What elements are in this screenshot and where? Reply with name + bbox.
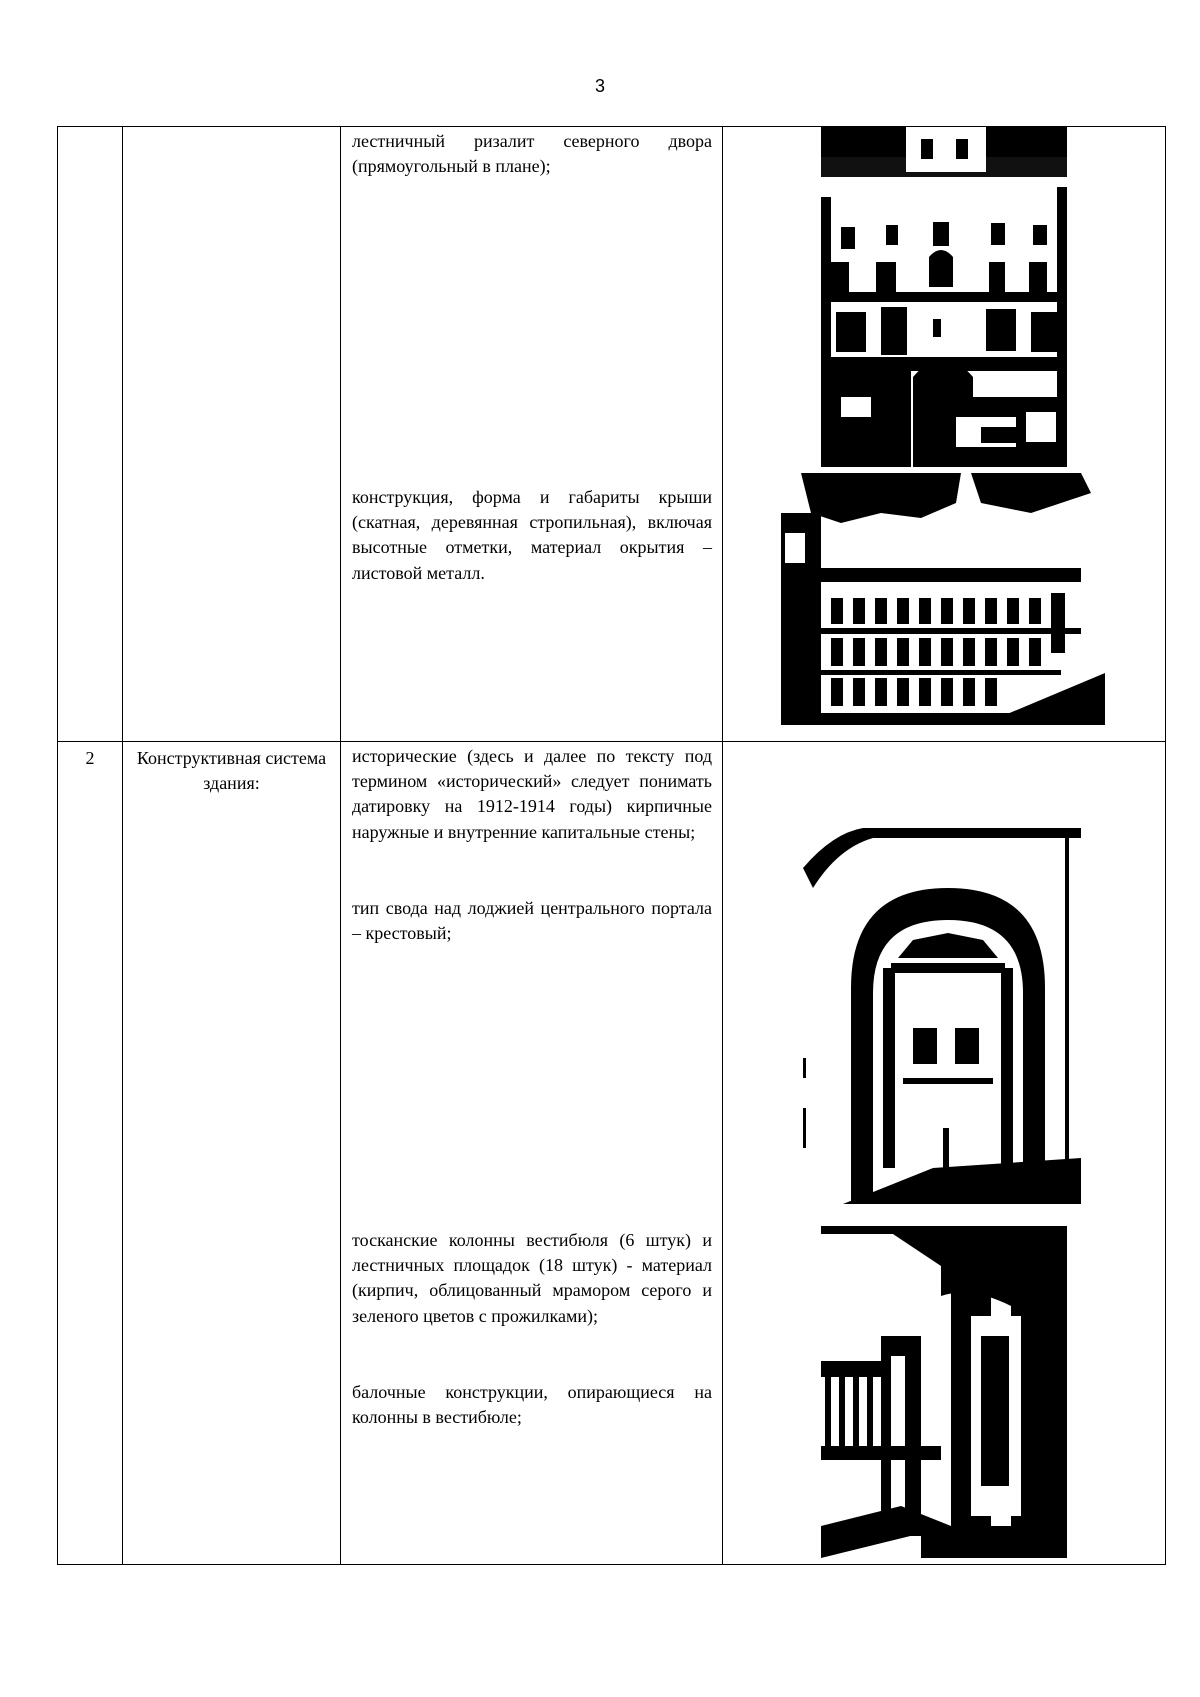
row-name-cell: [123, 127, 341, 742]
table-row: [58, 127, 1166, 742]
vestibule-columns-photo: [821, 1226, 1067, 1558]
feature-item: лестничный ризалит северного двора (прямоугольный в плане);: [352, 131, 712, 177]
page-number: 3: [594, 76, 605, 96]
feature-text-cell: [341, 127, 723, 742]
loggia-vault-photo: [803, 828, 1081, 1204]
feature-item: исторические (здесь и далее по тексту под термином «исторический» следует понимать датировку на 1912-1914 годы) кирпичные наружные и внутренние капитальные стены;: [352, 746, 712, 842]
monument-features-table: [57, 126, 1166, 1565]
photo-cell: [723, 127, 1166, 742]
feature-text-cell: [341, 742, 723, 1565]
staircase-risalit-photo: [821, 127, 1067, 467]
photo-cell: [723, 742, 1166, 1565]
roof-facade-photo: [781, 473, 1105, 725]
table-row: [58, 742, 1166, 1565]
feature-item: балочные конструкции, опирающиеся на колонны в вестибюле;: [352, 1382, 712, 1428]
row-number-cell: [58, 127, 123, 742]
row-name-cell: Конструктивная система здания:: [123, 742, 341, 1565]
row-number-cell: 2: [58, 742, 123, 1565]
feature-item: тосканские колонны вестибюля (6 штук) и лестничных площадок (18 штук) - материал (кирпич, облицованный мрамором серого и зеленого цветов с прожилками);: [352, 1230, 712, 1326]
feature-item: тип свода над лоджией центрального портала – крестовый;: [352, 898, 712, 944]
feature-item: конструкция, форма и габариты крыши (скатная, деревянная стропильная), включая высотные отметки, материал окрытия – листовой металл.: [352, 487, 712, 583]
